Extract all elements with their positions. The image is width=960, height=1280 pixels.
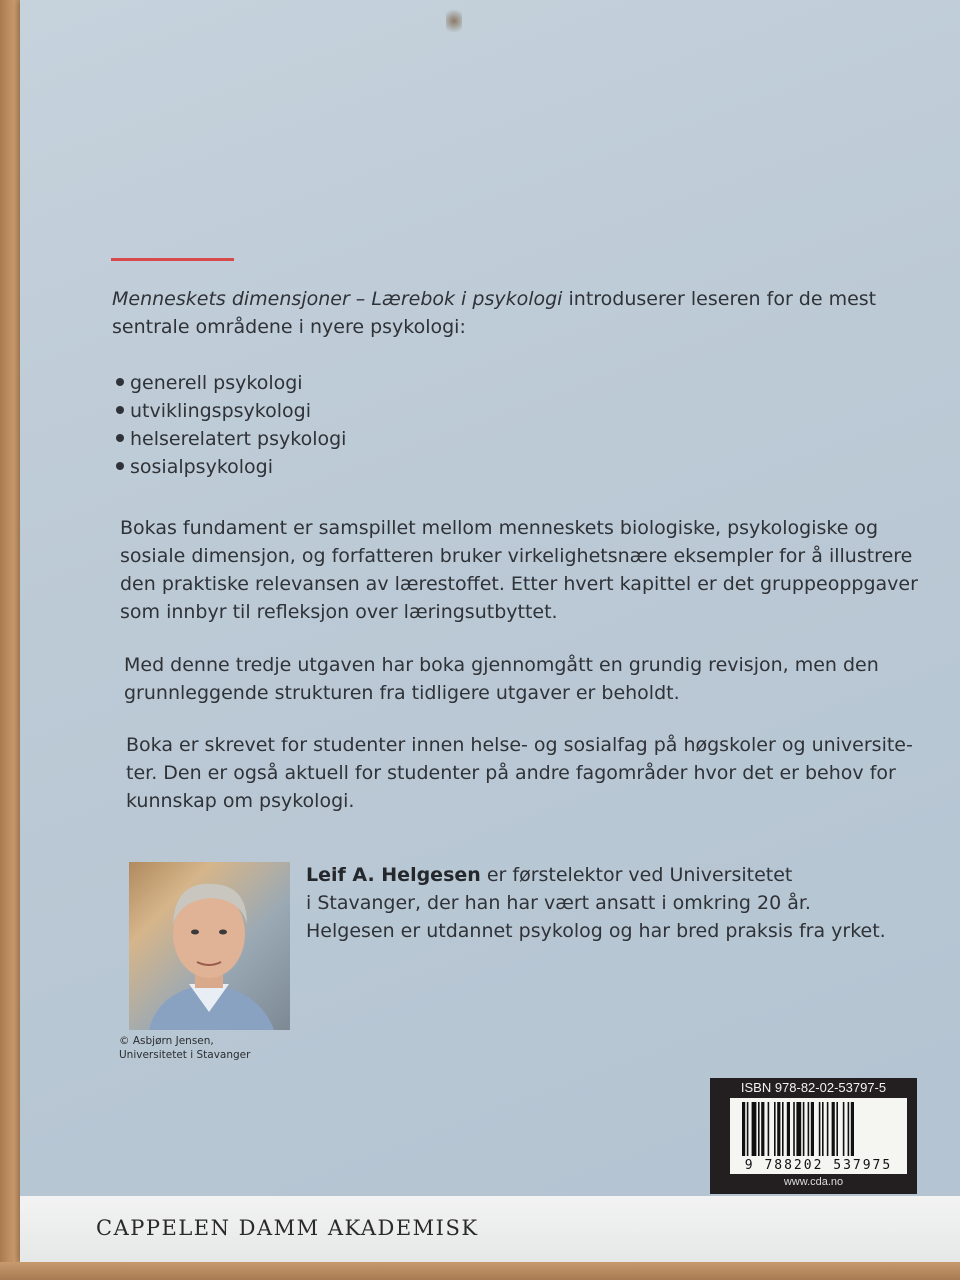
publisher-website: www.cda.no: [783, 1176, 844, 1188]
isbn-number: ISBN 978-82-02-53797-5: [740, 1080, 887, 1095]
wooden-floor-bottom: [0, 1262, 960, 1280]
barcode-bar: [811, 1102, 814, 1156]
barcode-bar: [843, 1102, 845, 1156]
barcode-bar: [768, 1102, 770, 1156]
barcode-bar: [836, 1102, 838, 1156]
list-item: utviklingspsykologi: [116, 397, 346, 425]
topic-list: [116, 369, 346, 481]
barcode-bar: [851, 1102, 854, 1156]
barcode-bar: [774, 1102, 776, 1156]
barcode: [730, 1098, 907, 1174]
publisher-name: CAPPELEN DAMM AKADEMISK: [96, 1216, 479, 1240]
barcode-bar: [796, 1102, 801, 1156]
barcode-bar: [803, 1102, 805, 1156]
barcode-bar: [848, 1102, 850, 1156]
author-photo: [129, 862, 290, 1030]
barcode-bar: [782, 1102, 784, 1156]
bullet-icon: [116, 462, 124, 470]
barcode-bar: [758, 1102, 760, 1156]
bullet-icon: [116, 378, 124, 386]
barcode-bar: [793, 1102, 795, 1156]
author-bio: Leif A. Helgesen er førstelektor ved Universitetet i Stavanger, der han har vært ansatt i omkring 20 år. Helgesen er utdannet psykolog og har bred praksis fra yrket.: [306, 864, 886, 942]
barcode-bar: [752, 1102, 757, 1156]
barcode-bars: [730, 1098, 907, 1158]
barcode-digits: 9 788202 537975: [744, 1158, 893, 1173]
barcode-bar: [808, 1102, 810, 1156]
intro-line2: sentrale områdene i nyere psykologi:: [112, 316, 466, 338]
list-item: sosialpsykologi: [116, 453, 346, 481]
barcode-bar: [742, 1102, 745, 1156]
book-title: Menneskets dimensjoner – Lærebok i psykologi: [112, 288, 563, 310]
barcode-bar: [832, 1102, 835, 1156]
barcode-bar: [747, 1102, 749, 1156]
isbn-barcode-panel: [710, 1078, 917, 1194]
red-accent-rule: [111, 258, 234, 261]
bullet-icon: [116, 434, 124, 442]
paragraph-edition: Med denne tredje utgaven har boka gjennomgått en grundig revisjon, men den grunnleggende strukturen fra tidligere utgaver er beholdt.: [124, 654, 879, 704]
barcode-bar: [787, 1102, 790, 1156]
paragraph-foundation: Bokas fundament er samspillet mellom menneskets biologiske, psykologiske og sosiale dimensjon, og forfatteren bruker virkelighetsnære eksempler for å illustrere den praktiske relevansen av lærestoffet. Etter hvert kapittel er det gruppeoppgaver som innbyr til refleksjon over læringsutbyttet.: [120, 517, 918, 623]
list-item: generell psykologi: [116, 369, 346, 397]
cover-scratch-mark: [446, 6, 462, 36]
barcode-bar: [827, 1102, 829, 1156]
list-item: helserelatert psykologi: [116, 425, 346, 453]
intro-line1-rest: introduserer leseren for de mest: [562, 288, 877, 310]
intro-paragraph: [112, 285, 876, 341]
barcode-bar: [777, 1102, 780, 1156]
photo-credit: © Asbjørn Jensen, Universitetet i Stavanger: [119, 1035, 251, 1061]
barcode-bar: [761, 1102, 764, 1156]
paragraph-audience: Boka er skrevet for studenter innen helse- og sosialfag på høgskoler og universite- ter. Den er også aktuell for studenter på andre fagområder hvor det er behov for kunnskap om psykologi.: [126, 734, 913, 812]
bullet-icon: [116, 406, 124, 414]
book-back-cover: [20, 0, 960, 1262]
barcode-bar: [819, 1102, 821, 1156]
barcode-bar: [822, 1102, 824, 1156]
author-name: Leif A. Helgesen: [306, 864, 481, 886]
